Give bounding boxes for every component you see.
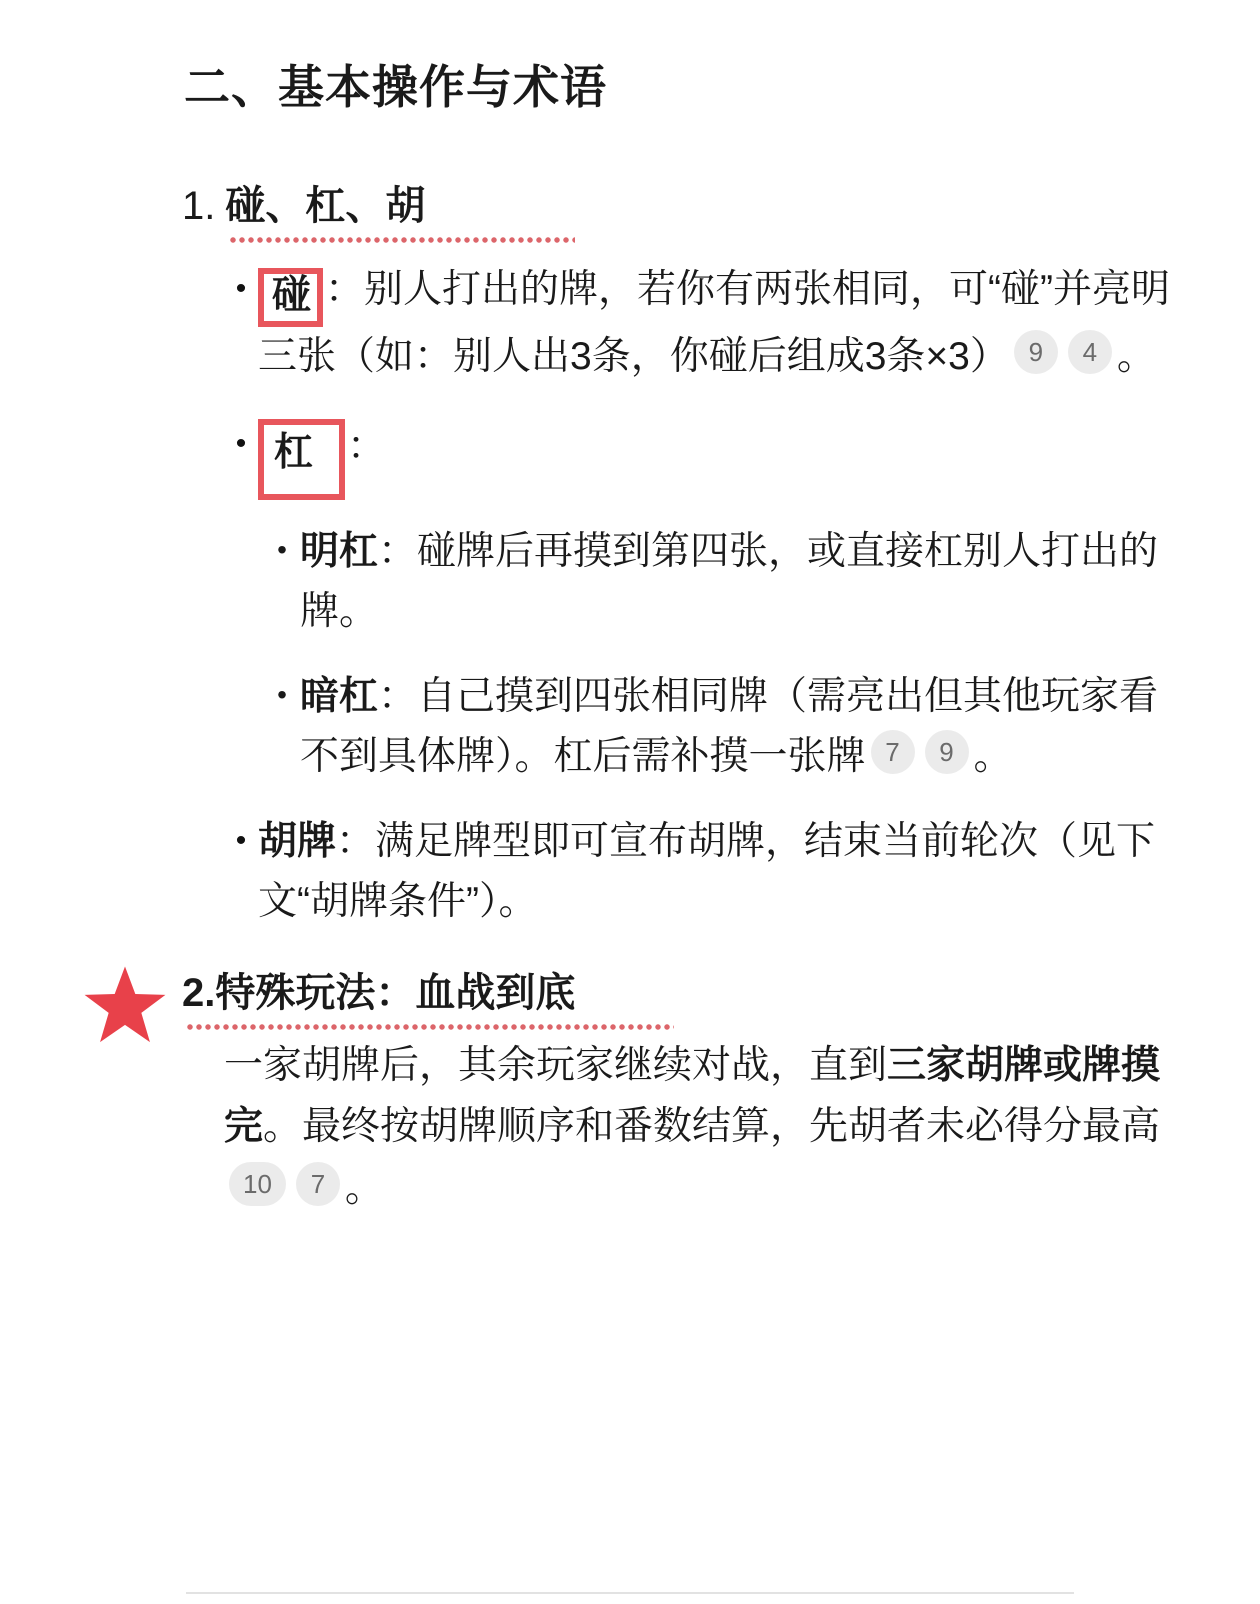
- list-item-an-gang-tail: 。: [973, 735, 1013, 779]
- list-item-peng: [224, 260, 1188, 387]
- list-item-an-gang: [264, 667, 1188, 788]
- star-icon: [82, 963, 168, 1049]
- red-highlight-box-gang: [258, 419, 345, 500]
- squiggly-underline-icon: [186, 1021, 674, 1033]
- list-item-an-gang-label: 暗杠: [300, 674, 379, 718]
- squiggly-underline-icon: [229, 234, 575, 246]
- red-highlight-box-peng: [258, 268, 323, 327]
- citation-chip[interactable]: 10: [229, 1162, 286, 1206]
- paragraph-xuezhan: [224, 1035, 1188, 1220]
- heading-item-1: [182, 180, 1188, 232]
- bullet-list-level-2: [264, 522, 1188, 788]
- list-item-ming-gang-label: 明杠: [300, 529, 379, 573]
- paragraph-tail: 。: [344, 1166, 384, 1210]
- bullet-dot-icon: •: [235, 823, 247, 857]
- heading-1-number: 1.: [182, 183, 216, 228]
- list-item-gang-label: 杠: [274, 431, 314, 475]
- bullet-dot-icon: •: [277, 533, 287, 565]
- citation-chip[interactable]: 9: [925, 730, 969, 774]
- list-item-an-gang-colon: ：: [378, 674, 418, 718]
- list-item-gang: [224, 415, 1188, 500]
- list-item-hu-pai: [224, 812, 1188, 933]
- list-item-hu-pai-text: 满足牌型即可宣布胡牌，结束当前轮次（见下文“胡牌条件”）。: [258, 819, 1156, 924]
- citation-chip[interactable]: 4: [1068, 330, 1112, 374]
- list-item-ming-gang: [264, 522, 1188, 643]
- heading-1-title: 碰、杠、胡: [225, 183, 426, 228]
- list-item-ming-gang-text: 碰牌后再摸到第四张，或直接杠别人打出的牌。: [300, 529, 1159, 634]
- citation-chip[interactable]: 9: [1014, 330, 1058, 374]
- paragraph-part-1: 一家胡牌后，其余玩家继续对战，直到: [224, 1043, 888, 1087]
- paragraph-part-2: 。最终按胡牌顺序和番数结算，先胡者未必得分最高: [263, 1105, 1161, 1149]
- heading-item-2: [182, 967, 1188, 1019]
- list-item-hu-pai-label: 胡牌: [258, 819, 337, 863]
- list-item-peng-tail: 。: [1116, 334, 1156, 378]
- list-item-ming-gang-colon: ：: [378, 529, 418, 573]
- heading-2-number: 2.: [182, 970, 216, 1015]
- list-item-peng-label: 碰: [272, 273, 312, 317]
- heading-2-title: 特殊玩法：血战到底: [215, 970, 576, 1015]
- list-item-hu-pai-colon: ：: [336, 819, 376, 863]
- list-item-an-gang-text: 自己摸到四张相同牌（需亮出但其他玩家看不到具体牌）。杠后需补摸一张牌: [300, 674, 1159, 779]
- paragraph-bold-1: 三家胡牌或牌摸完: [224, 1043, 1161, 1149]
- list-item-gang-colon: ：: [347, 425, 387, 469]
- citation-chip[interactable]: 7: [871, 730, 915, 774]
- divider: [186, 1592, 1074, 1594]
- citation-chip[interactable]: 7: [296, 1162, 340, 1206]
- list-item-peng-colon: ：: [325, 267, 365, 311]
- bullet-dot-icon: •: [277, 678, 287, 710]
- bullet-dot-icon: •: [235, 271, 247, 305]
- bullet-dot-icon: •: [235, 427, 247, 461]
- list-item-peng-text: 别人打出的牌，若你有两张相同，可“碰”并亮明三张（如：别人出3条，你碰后组成3条×3）: [258, 267, 1171, 378]
- bullet-list-level-1: [72, 260, 1188, 933]
- page-title: 二、基本操作与术语: [184, 61, 607, 113]
